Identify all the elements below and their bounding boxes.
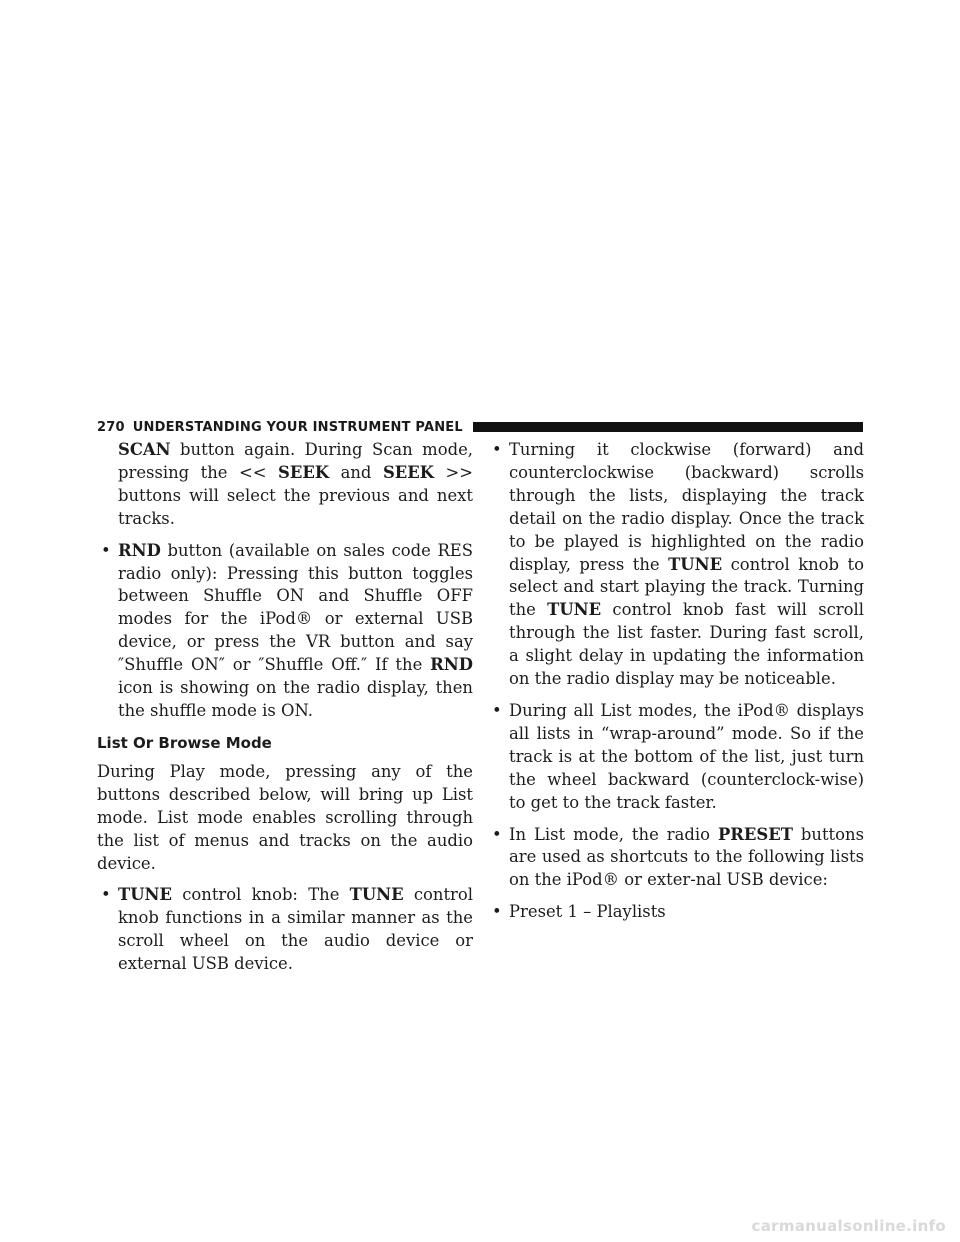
bullet-mark: • [492, 700, 502, 720]
seek-back-label: SEEK [278, 462, 330, 482]
section-title: UNDERSTANDING YOUR INSTRUMENT PANEL [132, 419, 463, 435]
bullet-mark: • [101, 540, 111, 560]
preset-1-bullet-item: • Preset 1 – Playlists [488, 901, 864, 924]
scan-label: SCAN [118, 440, 171, 459]
bullet-mark: • [492, 902, 502, 922]
left-column [97, 439, 473, 985]
wrap-around-bullet-item: • During all List modes, the iPod® displays all lists in “wrap-around” mode. So if the track is at the bottom of the list, just turn the wheel backward (counterclock-wise) to get to the track faster. [492, 700, 864, 812]
scan-continuation-paragraph: SCAN button again. During Scan mode, pressing the << SEEK and SEEK >> buttons will select the previous and next tracks. [118, 440, 473, 528]
tune-bullet-item: • TUNE control knob: The TUNE control knob functions in a similar manner as the scroll wheel on the audio device or external USB device. [101, 885, 473, 974]
right-column [488, 439, 864, 933]
list-mode-paragraph: During Play mode, pressing any of the buttons described below, will bring up List mode. List mode enables scrolling through the list of menus and tracks on the audio device. [97, 761, 473, 873]
page-number: 270 [97, 419, 125, 435]
seek-forward-label: SEEK [382, 462, 435, 482]
tune-label: TUNE [118, 885, 172, 905]
list-browse-heading: List Or Browse Mode [97, 733, 272, 752]
tune-label-2: TUNE [547, 600, 602, 620]
preset-label: PRESET [717, 824, 793, 844]
tune-label: TUNE [668, 554, 723, 574]
rnd-bullet-item: • RND button (available on sales code RES radio only): Pressing this button toggles between Shuffle ON and Shuffle OFF modes for the iPod® or external USB device, or press the VR button and say ″Shuffle ON″ or ″Shuffle Off.″ If the RND icon is showing on the radio display, then the shuffle mode is ON. [101, 540, 473, 720]
preset-mode-bullet-item: • In List mode, the radio PRESET buttons are used as shortcuts to the following lists on the iPod® or exter-nal USB device: [492, 824, 864, 890]
tune-label-2: TUNE [349, 885, 404, 905]
rnd-label: RND [118, 540, 161, 560]
page-header [97, 417, 863, 437]
bullet-mark: • [492, 824, 502, 844]
watermark: carmanualsonline.info [751, 1217, 946, 1235]
turning-bullet-item: • Turning it clockwise (forward) and counterclockwise (backward) scrolls through the lists, displaying the track detail on the radio display. Once the track to be played is highlighted on the radio display, press the TUNE control knob to select and start playing the track. Turning the TUNE control knob fast will scroll through the list faster. During fast scroll, a slight delay in updating the information on the radio display may be noticeable. [492, 440, 864, 689]
bullet-mark: • [492, 440, 502, 459]
rnd-icon-label: RND [430, 655, 473, 675]
header-rule [473, 422, 863, 432]
bullet-mark: • [101, 885, 111, 905]
